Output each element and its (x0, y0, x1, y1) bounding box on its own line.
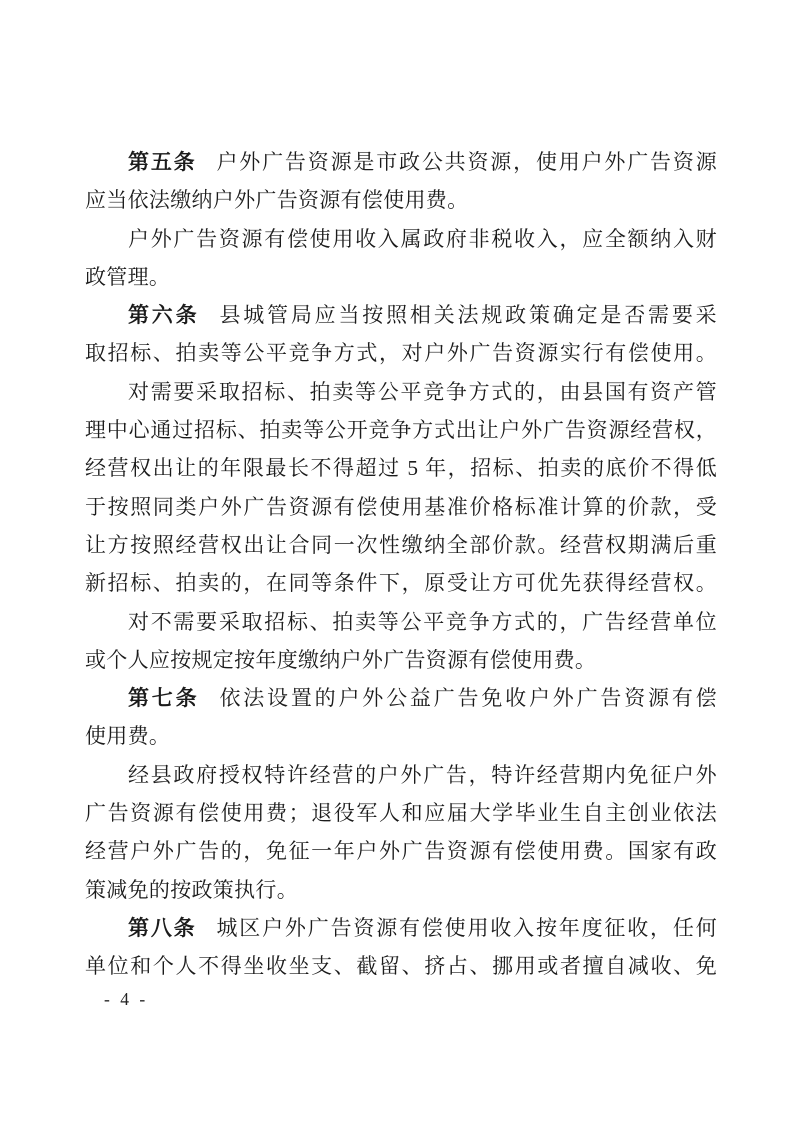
line-text: 策减免的按政策执行。 (85, 877, 298, 902)
line-text: 新招标、拍卖的，在同等条件下，原受让方可优先获得经营权。 (85, 571, 717, 596)
text-line (85, 603, 717, 641)
text-line (85, 334, 717, 372)
paragraph-article-6 (85, 296, 717, 373)
text-line (85, 258, 717, 296)
paragraph (85, 220, 717, 297)
line-text: 户外广告资源有偿使用收入属政府非税收入，应全额纳入财 (128, 226, 717, 251)
text-line (85, 832, 717, 870)
text-line (85, 181, 717, 219)
text-line (85, 411, 717, 449)
text-line (85, 220, 717, 258)
article-7-term: 第七条 (128, 686, 200, 711)
paragraph-article-5 (85, 143, 717, 220)
line-text: 使用费。 (85, 724, 171, 749)
text-line (85, 488, 717, 526)
line-text: 城区户外广告资源有偿使用收入按年度征收，任何 (216, 915, 717, 940)
line-text: 广告资源有偿使用费；退役军人和应届大学毕业生自主创业依法 (85, 801, 717, 826)
line-text: 于按照同类户外广告资源有偿使用基准价格标准计算的价款，受 (85, 494, 717, 519)
line-text: 户外广告资源是市政公共资源，使用户外广告资源 (216, 150, 717, 174)
line-text: 应当依法缴纳户外广告资源有偿使用费。 (85, 188, 469, 213)
line-text: 经县政府授权特许经营的户外广告，特许经营期内免征户外 (128, 762, 717, 787)
line-text: 或个人应按规定按年度缴纳户外广告资源有偿使用费。 (85, 647, 597, 672)
paragraph-article-7 (85, 679, 717, 756)
text-line (85, 143, 717, 181)
line-text: 对需要采取招标、拍卖等公平竞争方式的，由县国有资产管 (128, 379, 717, 404)
article-5-term: 第五条 (128, 150, 197, 174)
document-body (85, 143, 717, 986)
article-6-term: 第六条 (128, 303, 200, 328)
text-line (85, 871, 717, 909)
text-line (85, 641, 717, 679)
line-text: 理中心通过招标、拍卖等公开竞争方式出让户外广告资源经营权， (85, 418, 717, 443)
line-text: 让方按照经营权出让合同一次性缴纳全部价款。经营权期满后重 (85, 532, 717, 557)
paragraph (85, 603, 717, 680)
line-text: 经营权出让的年限最长不得超过 5 年，招标、拍卖的底价不得低 (85, 456, 717, 481)
line-text: 单位和个人不得坐收坐支、截留、挤占、挪用或者擅自减收、免 (85, 954, 717, 979)
text-line (85, 947, 717, 985)
text-line (85, 564, 717, 602)
line-text: 县城管局应当按照相关法规政策确定是否需要采 (219, 303, 717, 328)
article-8-term: 第八条 (128, 915, 197, 940)
line-text: 取招标、拍卖等公平竞争方式，对户外广告资源实行有偿使用。 (85, 341, 717, 366)
text-line (85, 449, 717, 487)
text-line (85, 526, 717, 564)
text-line (85, 679, 717, 717)
page-number: - 4 - (104, 989, 149, 1009)
line-text: 经营户外广告的，免征一年户外广告资源有偿使用费。国家有政 (85, 839, 717, 864)
paragraph-article-8 (85, 909, 717, 986)
paragraph (85, 756, 717, 909)
text-line (85, 909, 717, 947)
line-text: 对不需要采取招标、拍卖等公平竞争方式的，广告经营单位 (128, 609, 717, 634)
text-line (85, 373, 717, 411)
line-text: 依法设置的户外公益广告免收户外广告资源有偿 (219, 686, 717, 711)
paragraph (85, 373, 717, 603)
text-line (85, 296, 717, 334)
line-text: 政管理。 (85, 264, 171, 289)
text-line (85, 794, 717, 832)
text-line (85, 756, 717, 794)
text-line (85, 717, 717, 755)
